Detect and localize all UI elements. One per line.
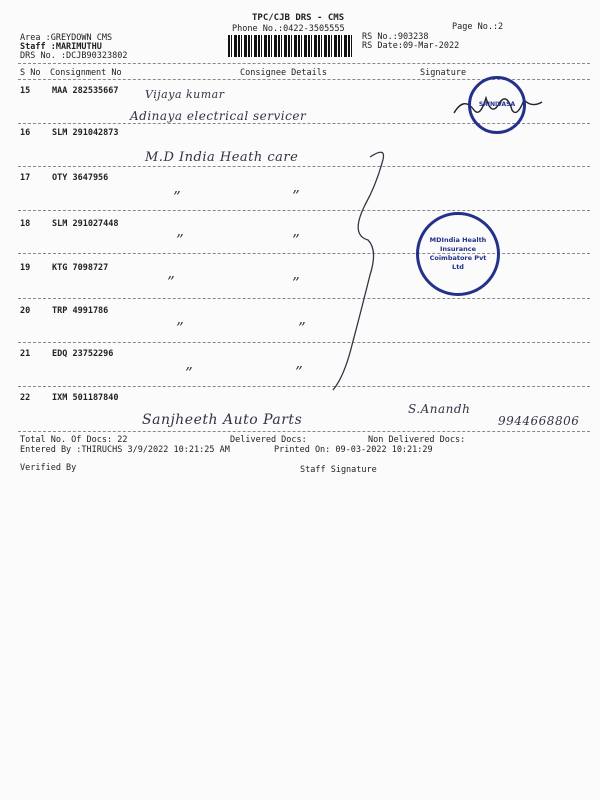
row-consignment: TRP 4991786 (52, 306, 109, 316)
handwritten-company: Adinaya electrical servicer (130, 109, 307, 123)
row-sno: 20 (20, 306, 31, 316)
divider (18, 342, 590, 343)
divider (18, 386, 590, 387)
row-sno: 22 (20, 393, 31, 403)
stamp-text: MDIndia Health Insurance Coimbatore Pvt Ltd (429, 236, 487, 271)
ditto-mark: ” (295, 363, 304, 381)
row-consignment: IXM 501187840 (52, 393, 119, 403)
verified-by: Verified By (20, 463, 77, 473)
company-stamp (468, 76, 526, 134)
staff-label: Staff :MARIMUTHU (20, 42, 102, 52)
stamp-text: SRINIVASA (478, 101, 516, 108)
column-signature: Signature (420, 68, 467, 78)
row-sno: 15 (20, 86, 31, 96)
row-consignment: KTG 7098727 (52, 263, 109, 273)
phone-number: Phone No.:0422-3505555 (232, 24, 345, 34)
handwritten-company: M.D India Heath care (145, 150, 299, 165)
page-number: Page No.:2 (452, 22, 504, 32)
area-label: Area :GREYDOWN CMS (20, 33, 113, 43)
delivered-docs: Delivered Docs: (230, 435, 307, 445)
rs-date: RS Date:09-Mar-2022 (362, 41, 460, 51)
ditto-mark: ” (167, 273, 176, 291)
column-sno: S No (20, 68, 41, 78)
ditto-mark: ” (292, 187, 301, 205)
drs-number: DRS No. :DCJB90323802 (20, 51, 128, 61)
row-consignment: OTY 3647956 (52, 173, 109, 183)
row-consignment: SLM 291027448 (52, 219, 119, 229)
row-sno: 16 (20, 128, 31, 138)
barcode-image (228, 35, 352, 57)
row-consignment: MAA 282535667 (52, 86, 119, 96)
row-sno: 18 (20, 219, 31, 229)
handwritten-name: Vijaya kumar (145, 88, 225, 101)
entered-by: Entered By :THIRUCHS 3/9/2022 10:21:25 AM (20, 445, 230, 455)
handwritten-signature: S.Anandh (408, 402, 471, 416)
divider (18, 298, 590, 299)
ditto-mark: ” (176, 319, 185, 337)
staff-signature: Staff Signature (300, 465, 377, 475)
rs-number: RS No.:903238 (362, 32, 429, 42)
ditto-mark: ” (173, 188, 182, 206)
non-delivered-docs: Non Delivered Docs: (368, 435, 466, 445)
divider (18, 253, 590, 254)
handwritten-phone: 9944668806 (498, 414, 580, 428)
ditto-mark: ” (292, 274, 301, 292)
row-consignment: SLM 291042873 (52, 128, 119, 138)
divider (18, 431, 590, 432)
total-docs: Total No. Of Docs: 22 (20, 435, 128, 445)
row-sno: 19 (20, 263, 31, 273)
ditto-mark: ” (176, 231, 185, 249)
divider (18, 63, 590, 64)
divider (18, 166, 590, 167)
divider (18, 210, 590, 211)
printed-on: Printed On: 09-03-2022 10:21:29 (274, 445, 433, 455)
company-stamp (416, 212, 500, 296)
ditto-mark: ” (292, 231, 301, 249)
row-sno: 21 (20, 349, 31, 359)
row-consignment: EDQ 23752296 (52, 349, 114, 359)
row-sno: 17 (20, 173, 31, 183)
document-title: TPC/CJB DRS - CMS (252, 13, 345, 23)
ditto-mark: ” (298, 319, 307, 337)
bracket-stroke (330, 145, 390, 405)
column-consignment: Consignment No (50, 68, 122, 78)
column-consignee: Consignee Details (240, 68, 327, 78)
handwritten-company: Sanjheeth Auto Parts (142, 412, 303, 428)
ditto-mark: ” (185, 364, 194, 382)
